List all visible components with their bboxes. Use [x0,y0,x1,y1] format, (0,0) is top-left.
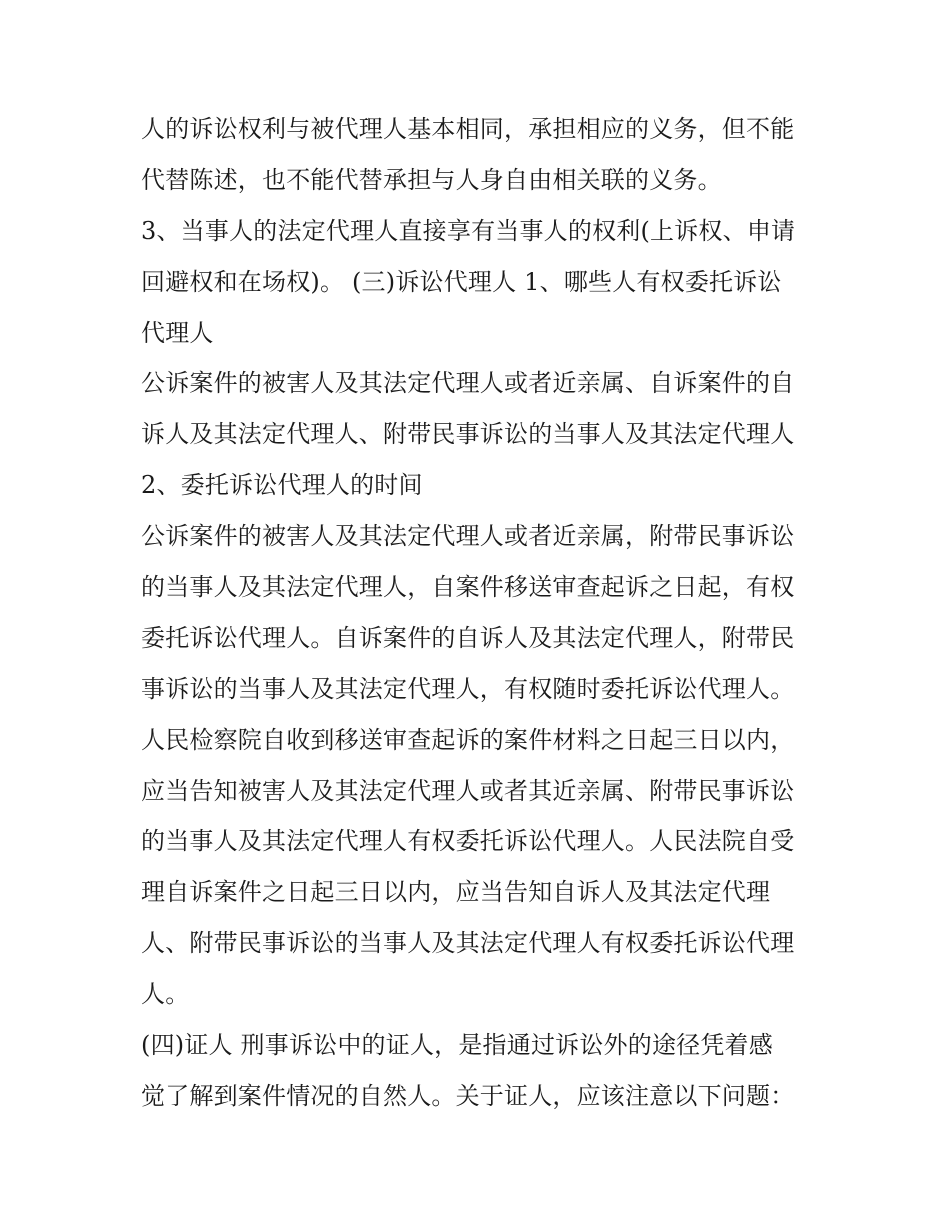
text-line: 事诉讼的当事人及其法定代理人，有权随时委托诉讼代理人。 [141,674,795,703]
text-line: 觉了解到案件情况的自然人。关于证人，应该注意以下问题： [141,1081,795,1110]
text-line: 人的诉讼权利与被代理人基本相同，承担相应的义务，但不能 [141,115,795,143]
text-line: 的当事人及其法定代理人有权委托诉讼代理人。人民法院自受 [141,827,795,856]
text-line: 的当事人及其法定代理人，自案件移送审查起诉之日起，有权 [141,573,795,602]
document-body [141,104,821,1122]
text-line: 公诉案件的被害人及其法定代理人或者近亲属、自诉案件的自 [141,369,795,398]
text-line: 人民检察院自收到移送审查起诉的案件材料之日起三日以内， [141,725,795,754]
text-line: 2、委托诉讼代理人的时间 [141,471,423,500]
text-line: 应当告知被害人及其法定代理人或者其近亲属、附带民事诉讼 [141,776,795,805]
text-line: 人。 [141,980,190,1009]
text-line: 公诉案件的被害人及其法定代理人或者近亲属，附带民事诉讼 [141,522,795,551]
text-line: 3、当事人的法定代理人直接享有当事人的权利(上诉权、申请 [141,216,796,245]
text-line: 回避权和在场权)。 (三)诉讼代理人 1、哪些人有权委托诉讼 [141,267,782,296]
text-line: 人、附带民事诉讼的当事人及其法定代理人有权委托诉讼代理 [141,929,795,958]
text-line: 代理人 [141,318,214,347]
text-line: 代替陈述，也不能代替承担与人身自由相关联的义务。 [141,165,722,194]
text-line: 委托诉讼代理人。自诉案件的自诉人及其法定代理人，附带民 [141,623,795,652]
text-line: 理自诉案件之日起三日以内，应当告知自诉人及其法定代理 [141,878,771,907]
text-line: 诉人及其法定代理人、附带民事诉讼的当事人及其法定代理人 [141,420,795,449]
text-line: (四)证人 刑事诉讼中的证人，是指通过诉讼外的途径凭着感 [141,1031,773,1060]
